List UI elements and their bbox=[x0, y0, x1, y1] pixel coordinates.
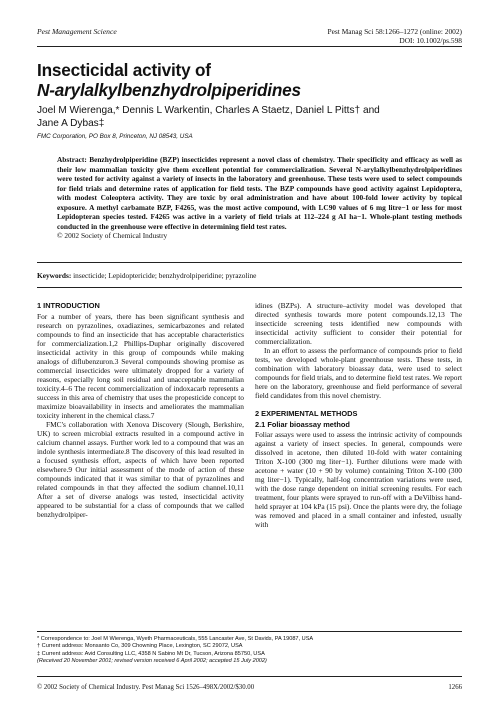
subsection-heading-foliar: 2.1 Foliar bioassay method bbox=[255, 420, 350, 429]
title-line-1: Insecticidal activity of bbox=[37, 60, 211, 80]
left-column bbox=[37, 301, 244, 519]
title-line-2: N-arylalkylbenzhydrolpiperidines bbox=[37, 80, 301, 100]
keywords bbox=[37, 271, 462, 280]
section-heading-methods: 2 EXPERIMENTAL METHODS bbox=[255, 409, 358, 418]
right-column bbox=[255, 301, 462, 529]
footnote-current-address-1: † Current address: Monsanto Co, 309 Chowning Place, Lexington, SC 29072, USA bbox=[37, 643, 243, 650]
abstract-text: Abstract: Benzhydrolpiperidine (BZP) insecticides represent a novel class of chemistry. Their specificity and efficacy as well as their low mammalian toxicity give them excellent potential for commercialization. Several N-arylalkylbenzhydrolpiperidines were tested for activity against a variety of insects in the laboratory and greenhouse. These tests were used to select compounds for field trials and determine rates of application for field tests. The BZP compounds have good activity against Lepidoptera, with modest Coleoptera activity. They are toxic by oral administration and have about 100-fold lower activity by topical exposure. A methyl carbamate BZP, F4265, was the most active compound, with LC90 values of 6 mg litre−1 or less for most Lepidopteran species tested. F4265 was active in a variety of field trials at 112–224 g AI ha−1. Whole-plant testing methods conducted in the greenhouse were effective in determining field test rates. bbox=[57, 155, 462, 231]
authors-line-2: Jane A Dybas‡ bbox=[37, 118, 105, 129]
footer-rule bbox=[37, 676, 462, 677]
footnote-rule bbox=[37, 631, 462, 632]
methods-paragraph-1: Foliar assays were used to assess the intrinsic activity of compounds against a variety of insect species. In general, compounds were dissolved in acetone, then diluted 10-fold with water containing Triton X-100 (300 mg liter−1). Further dilutions were made with acetone + water (10 + 90 by volume) containing Triton X-100 (300 mg liter−1). Typically, half-log concentration variations were used, with the dose range dependent on initial screening results. For each treatment, four plants were sprayed to run-off with a DeVilbiss hand-held sprayer at 104 kPa (15 psi). Once the plants were dry, the foliage was removed and placed in a small container and infested, usually with bbox=[255, 430, 462, 529]
abstract bbox=[57, 155, 462, 241]
section-heading-introduction: 1 INTRODUCTION bbox=[37, 301, 100, 310]
keywords-text: insecticide; Lepidoptericide; benzhydrolpiperidine; pyrazoline bbox=[73, 271, 257, 280]
doi: DOI: 10.1002/ps.598 bbox=[399, 36, 462, 45]
article-title bbox=[37, 60, 467, 100]
authors-line-1: Joel M Wierenga,* Dennis L Warkentin, Charles A Staetz, Daniel L Pitts† and bbox=[37, 105, 380, 116]
citation: Pest Manag Sci 58:1266–1272 (online: 2002) bbox=[327, 27, 462, 36]
intro-paragraph-2: FMC's collaboration with Xenova Discovery (Slough, Berkshire, UK) to screen microbial extracts resulted in a compound active in calcium channel assays. Further work led to a compound that was an indole synthesis intermediate.8 The discovery of this lead resulted in a focused synthesis effort, aspects of which have been reported elsewhere.9 Our initial assessment of the mode of action of these compounds indicated that it was similar to that of pyrazolines and related compounds in that they affected the sodium channel.10,11 After a set of diverse analogs was tested, insecticidal activity appeared to be substantial for a class of compounds that we called benzhydrolpiper- bbox=[37, 420, 244, 519]
intro-paragraph-1: For a number of years, there has been significant synthesis and research on pyrazolines, oxadiazines, semicarbazones and related compounds to find an insecticide that has acceptable characteristics for commercialization.1,2 Phillips-Duphar originally discovered insecticidal activity in this group of compounds while making analogs of diflubenzuron.3 Several compounds showing promise as commercial insecticides were ultimately dropped for a variety of reasons, especially long soil residual and unacceptable mammalian toxicity.4–6 The recent commercialization of indoxacarb represents a success in this area of chemistry that uses the propesticide concept to maximize bioavailability in insects and ameliorates the mammalian toxicity inherent in the chemical class.7 bbox=[37, 312, 244, 420]
authors bbox=[37, 104, 462, 130]
affiliation: FMC Corporation, PO Box 8, Princeton, NJ 08543, USA bbox=[37, 133, 193, 140]
footer-copyright: © 2002 Society of Chemical Industry. Pest Manag Sci 1526–498X/2002/$30.00 bbox=[37, 684, 255, 691]
header-rule bbox=[37, 46, 462, 47]
footnotes bbox=[37, 636, 467, 666]
citation-block bbox=[328, 27, 462, 45]
footnote-correspondence: * Correspondence to: Joel M Wierenga, Wyeth Pharmaceuticals, 555 Lancaster Ave, St Davids, PA 19087, USA bbox=[37, 636, 314, 642]
keywords-rule bbox=[37, 287, 462, 288]
journal-name: Pest Management Science bbox=[37, 27, 117, 36]
intro-paragraph-3: idines (BZPs). A structure–activity model was developed that directed synthesis towards more potent compounds.12,13 The insecticide screening tests identified new compounds with insecticidal activity sufficient to consider their potential for commercialization. bbox=[255, 301, 462, 346]
page-number: 1266 bbox=[448, 684, 462, 691]
footnote-current-address-2: ‡ Current address: Avid Consulting LLC, 4358 N Sabino Mt Dr, Tucson, Arizona 85750, USA bbox=[37, 650, 265, 657]
abstract-rule-top bbox=[37, 262, 462, 263]
intro-paragraph-4: In an effort to assess the performance of compounds prior to field tests, we developed whole-plant greenhouse tests. These tests, in combination with laboratory bioassay data, were used to select compounds for field trials, and to determine field test rates. We report here on the laboratory, greenhouse and field performance of several field candidates from this novel chemistry. bbox=[255, 346, 462, 400]
keywords-label: Keywords: bbox=[37, 271, 72, 280]
abstract-copyright: © 2002 Society of Chemical Industry bbox=[57, 231, 168, 241]
footnote-received: (Received 20 November 2001; revised version received 6 April 2002; accepted 15 July 2002) bbox=[37, 658, 267, 665]
